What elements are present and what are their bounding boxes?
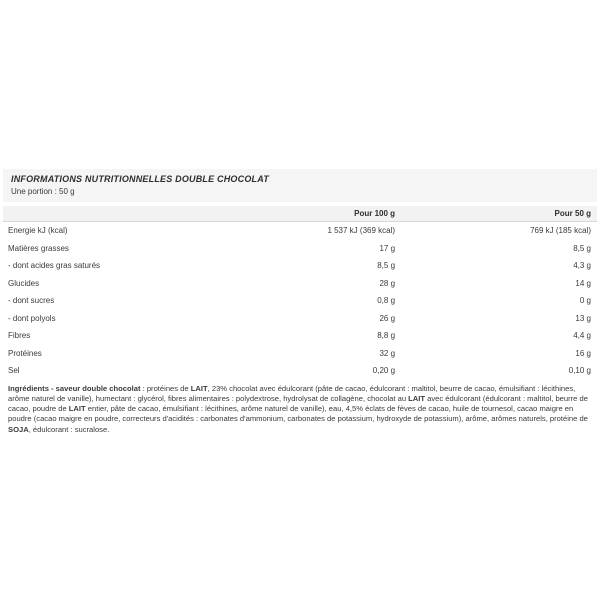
value-per-100g: 32 g [379, 348, 396, 358]
value-per-100g: 28 g [379, 278, 396, 288]
ingredients-paragraph [3, 384, 597, 435]
value-per-50g: 4,4 g [573, 331, 591, 340]
table-row [3, 345, 597, 363]
value-per-50g: 14 g [575, 278, 591, 288]
table-row [3, 327, 597, 345]
column-header-per-50g: Pour 50 g [395, 206, 597, 222]
ingredients-heading: Ingrédients - saveur double chocolat [8, 383, 141, 393]
value-per-50g: 4,3 g [573, 261, 591, 270]
column-header-per-100g: Pour 100 g [270, 206, 395, 222]
ingredients-text: avec édulcorant (édulcorant : maltitol, beurre de cacao, poudre de [8, 393, 588, 414]
header-spacer-cell [3, 206, 270, 222]
value-per-100g: 1 537 kJ (369 kcal) [327, 226, 396, 235]
value-per-50g: 8,5 g [573, 243, 591, 253]
ingredients-text: : protéines de [140, 383, 191, 393]
nutrition-header [3, 169, 597, 202]
table-row [3, 222, 597, 240]
nutrition-title: INFORMATIONS NUTRITIONNELLES DOUBLE CHOCOLAT [11, 174, 269, 184]
value-per-100g: 0,8 g [377, 296, 396, 305]
table-row [3, 257, 597, 275]
table-row [3, 310, 597, 328]
allergen-soja: SOJA [8, 424, 29, 434]
value-per-50g: 769 kJ (185 kcal) [530, 226, 591, 235]
nutrient-label: - dont polyols [8, 313, 56, 323]
ingredients-text: entier, pâte de cacao, émulsifiant : lécithines, arôme naturel de vanille), eau, 4,5% éclats de fèves de cacao, huile de tournesol, cacao maigre en poudre (cacao maigre en poudre, correcteurs d'acidités : carbonates d'ammonium, carbonates de potassium, hydroxyde de potassium), arôme, arômes naturels, protéine de [8, 404, 588, 424]
nutrient-label: Sel [8, 366, 20, 375]
value-per-100g: 8,5 g [377, 261, 396, 270]
allergen-lait: LAIT [68, 404, 86, 414]
nutrient-label: - dont acides gras saturés [8, 261, 101, 270]
nutrition-table [3, 206, 597, 380]
value-per-100g: 17 g [379, 243, 396, 253]
nutrient-label: Fibres [8, 331, 31, 340]
table-header-row [3, 206, 597, 222]
value-per-50g: 0 g [579, 296, 591, 305]
ingredients-text: , édulcorant : sucralose. [28, 424, 110, 434]
nutrient-label: - dont sucres [8, 296, 55, 305]
value-per-50g: 13 g [575, 313, 591, 323]
value-per-100g: 8,8 g [377, 331, 396, 340]
portion-size-text: Une portion : 50 g [11, 186, 75, 196]
allergen-lait: LAIT [190, 383, 208, 393]
ingredients-text: , 23% chocolat avec édulcorant (pâte de cacao, édulcorant : maltitol, beurre de cacao, émulsifiant : lécithines, arôme naturel de vanille), humectant : glycérol, fibres alimentaires : polydextrose, hydrolysat de collagène, chocolat au [8, 383, 576, 403]
nutrient-label: Energie kJ (kcal) [8, 226, 68, 235]
allergen-lait: LAIT [408, 393, 426, 403]
value-per-50g: 0,10 g [568, 366, 591, 375]
value-per-50g: 16 g [575, 348, 591, 358]
nutrient-label: Matières grasses [8, 243, 69, 253]
table-row [3, 275, 597, 293]
nutrient-label: Protéines [8, 348, 42, 358]
value-per-100g: 26 g [379, 313, 396, 323]
nutrition-panel [3, 169, 597, 443]
table-row [3, 362, 597, 380]
nutrient-label: Glucides [8, 278, 40, 288]
table-row [3, 292, 597, 310]
table-row [3, 240, 597, 258]
value-per-100g: 0,20 g [372, 366, 396, 375]
